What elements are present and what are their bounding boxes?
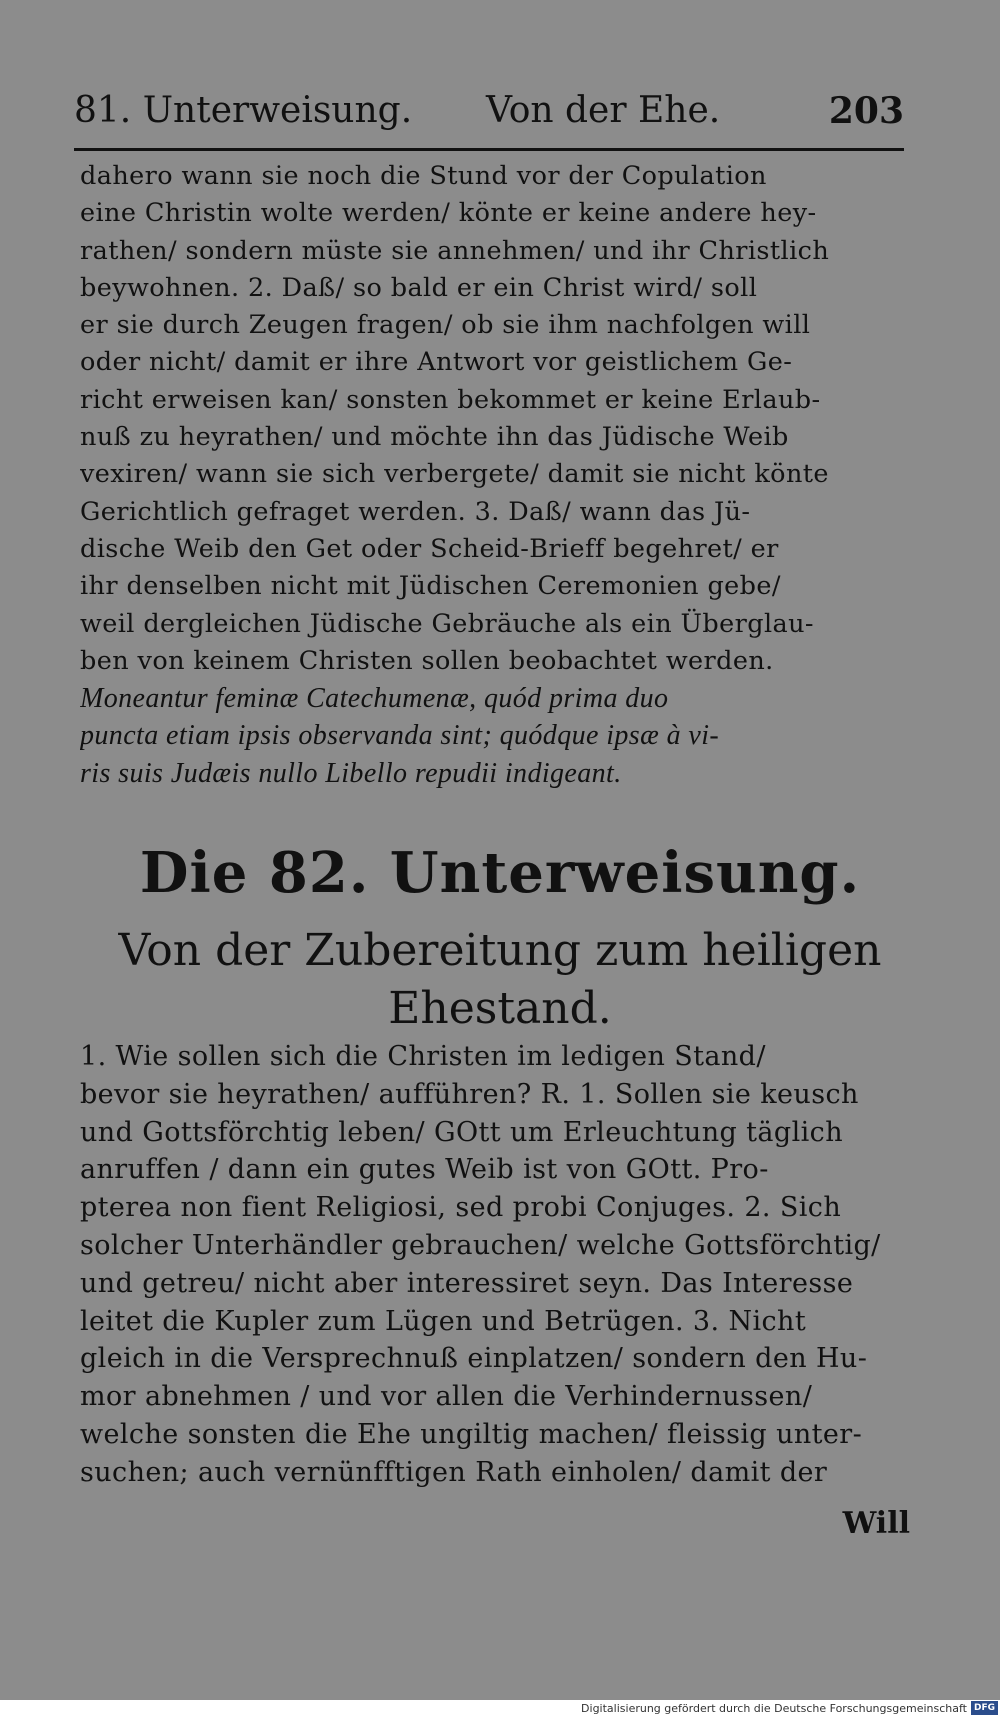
text-line: 1. Wie sollen sich die Christen im ledigen Stand/ xyxy=(80,1041,766,1072)
digitization-footer xyxy=(581,1700,998,1716)
text-line: er sie durch Zeugen fragen/ ob sie ihm nachfolgen will xyxy=(80,310,811,341)
text-line: rathen/ sondern müste sie annehmen/ und ihr Christlich xyxy=(80,235,830,266)
text-line: pterea non fient Religiosi, sed probi Conjuges. 2. Sich xyxy=(80,1192,842,1224)
text-line: gleich in die Versprechnuß einplatzen/ sondern den Hu- xyxy=(80,1343,868,1375)
text-line: ben von keinem Christen sollen beobachtet werden. xyxy=(80,645,774,676)
footer-credit: Digitalisierung gefördert durch die Deutsche Forschungsgemeinschaft xyxy=(581,1701,967,1715)
text-line: ihr denselben nicht mit Jüdischen Ceremonien gebe/ xyxy=(80,571,781,602)
text-line: dahero wann sie noch die Stund vor der Copulation xyxy=(80,161,767,191)
text-line: und Gottsförchtig leben/ GOtt um Erleuchtung täglich xyxy=(80,1116,843,1148)
text-line: suchen; auch vernünfftigen Rath einholen/ damit der xyxy=(80,1456,828,1488)
text-line: Gerichtlich gefraget werden. 3. Daß/ wann das Jü- xyxy=(80,496,751,527)
text-line: bevor sie heyrathen/ aufführen? R. 1. Sollen sie keusch xyxy=(80,1078,859,1110)
text-line: dische Weib den Get oder Scheid-Brieff begehret/ er xyxy=(80,533,779,564)
text-line: eine Christin wolte werden/ könte er keine andere hey- xyxy=(80,198,817,229)
latin-text-line: Moneantur feminæ Catechumenæ, quód prima duo xyxy=(80,683,669,715)
header-title: Von der Ehe. xyxy=(486,90,721,131)
text-line: oder nicht/ damit er ihre Antwort vor geistlichem Ge- xyxy=(80,347,793,378)
latin-text-line: puncta etiam ipsis observanda sint; quódque ipsæ à vi- xyxy=(80,720,720,752)
running-header xyxy=(74,86,904,142)
text-line: solcher Unterhändler gebrauchen/ welche Gottsförchtig/ xyxy=(80,1229,881,1261)
text-line: richt erweisen kan/ sonsten bekommet er keine Erlaub- xyxy=(80,384,821,415)
text-line: weil dergleichen Jüdische Gebräuche als ein Überglau- xyxy=(80,608,814,639)
section-title: Die 82. Unterweisung. xyxy=(139,840,861,906)
text-line: welche sonsten die Ehe ungiltig machen/ fleissig unter- xyxy=(80,1418,863,1450)
section-text-block xyxy=(80,1038,910,1492)
text-line: beywohnen. 2. Daß/ so bald er ein Christ wird/ soll xyxy=(80,272,758,303)
text-line: und getreu/ nicht aber interessiret seyn. Das Interesse xyxy=(80,1267,854,1299)
subtitle-line: Ehestand. xyxy=(388,983,612,1034)
header-chapter: 81. Unterweisung. xyxy=(74,90,413,131)
section-subtitle xyxy=(0,922,1000,1038)
header-rule xyxy=(74,148,904,151)
text-line: nuß zu heyrathen/ und möchte ihn das Jüdische Weib xyxy=(80,422,789,453)
text-line: vexiren/ wann sie sich verbergete/ damit sie nicht könte xyxy=(80,459,829,490)
dfg-logo: DFG xyxy=(971,1701,998,1715)
catchword: Will xyxy=(842,1506,910,1541)
page-number: 203 xyxy=(828,90,904,132)
latin-text-line: ris suis Judæis nullo Libello repudii indigeant. xyxy=(80,757,622,789)
text-line: anruffen / dann ein gutes Weib ist von GOtt. Pro- xyxy=(80,1154,769,1186)
text-line: leitet die Kupler zum Lügen und Betrügen. 3. Nicht xyxy=(80,1305,807,1337)
continued-text-block xyxy=(80,158,910,792)
subtitle-line: Von der Zubereitung zum heiligen xyxy=(118,925,882,976)
text-line: mor abnehmen / und vor allen die Verhindernussen/ xyxy=(80,1381,813,1413)
